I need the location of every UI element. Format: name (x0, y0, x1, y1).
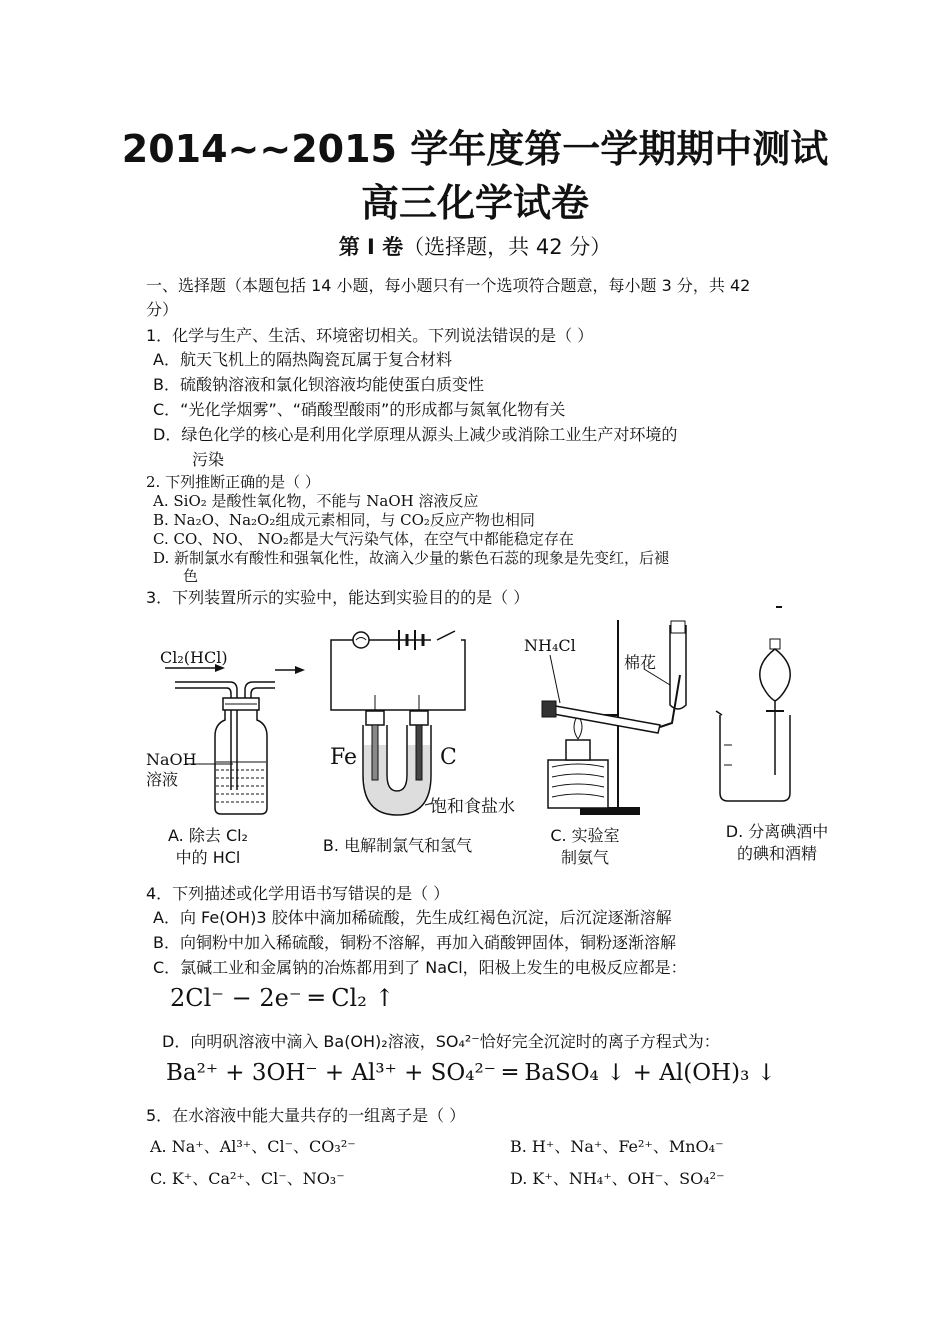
q4-option-c: C．氯碱工业和金属钠的冶炼都用到了 NaCl，阳极上发生的电极反应都是： (153, 958, 687, 977)
q1-option-c: C．“光化学烟雾”、“硝酸型酸雨”的形成都与氮氧化物有关 (153, 400, 566, 419)
q3-stem: 3．下列装置所示的实验中，能达到实验目的的是（ ） (146, 588, 530, 607)
q4-option-a: A．向 Fe(OH)3 胶体中滴加稀硫酸，先生成红褐色沉淀，后沉淀逐渐溶解 (153, 908, 672, 927)
apparatus-a-liquid-label1: NaOH (146, 750, 197, 769)
q1-option-a: A．航天飞机上的隔热陶瓷瓦属于复合材料 (153, 350, 452, 369)
apparatus-a-washing-bottle (145, 640, 305, 820)
q5-stem: 5．在水溶液中能大量共存的一组离子是（ ） (146, 1106, 466, 1125)
apparatus-d-caption1: D. 分离碘酒中 (725, 822, 829, 841)
apparatus-d-caption2: 的碘和酒精 (736, 844, 817, 863)
q5-option-b: B. H⁺、Na⁺、Fe²⁺、MnO₄⁻ (510, 1137, 724, 1156)
q2-option-c: C. CO、NO、 NO₂都是大气污染气体，在空气中都能稳定存在 (153, 530, 574, 548)
section-instructions-line2: 分） (146, 300, 179, 319)
apparatus-c-caption2: 制氨气 (560, 848, 609, 867)
q5-option-a: A. Na⁺、Al³⁺、Cl⁻、CO₃²⁻ (150, 1137, 356, 1156)
q2-option-a: A. SiO₂ 是酸性氧化物，不能与 NaOH 溶液反应 (153, 492, 479, 510)
q2-option-d-line1: D. 新制氯水有酸性和强氧化性，故滴入少量的紫色石蕊的现象是先变红，后褪 (153, 549, 670, 567)
apparatus-a-caption1: A. 除去 Cl₂ (168, 826, 248, 845)
q4-option-d: D．向明矾溶液中滴入 Ba(OH)₂溶液，SO₄²⁻恰好完全沉淀时的离子方程式为： (162, 1032, 720, 1051)
q1-option-b: B．硫酸钠溶液和氯化钡溶液均能使蛋白质变性 (153, 375, 484, 394)
apparatus-c-reagent-label: NH₄Cl (524, 636, 576, 655)
q5-option-c: C. K⁺、Ca²⁺、Cl⁻、NO₃⁻ (150, 1169, 345, 1188)
q4-stem: 4．下列描述或化学用语书写错误的是（ ） (146, 884, 450, 903)
q5-option-d: D. K⁺、NH₄⁺、OH⁻、SO₄²⁻ (510, 1169, 725, 1188)
exam-subtitle: 高三化学试卷 (360, 181, 589, 225)
q4-option-b: B．向铜粉中加入稀硫酸，铜粉不溶解，再加入硝酸钾固体，铜粉逐渐溶解 (153, 933, 676, 952)
apparatus-a-liquid-label2: 溶液 (146, 770, 179, 789)
apparatus-c-caption1: C. 实验室 (550, 826, 620, 845)
apparatus-b-fe-label: Fe (330, 745, 358, 770)
apparatus-b-c-label: C (440, 745, 457, 770)
apparatus-d-separatory-funnel (710, 605, 810, 815)
q4-option-d-equation: Ba²⁺ + 3OH⁻ + Al³⁺ + SO₄²⁻ ═ BaSO₄ ↓ + Al(OH)₃ ↓ (166, 1060, 776, 1086)
exam-title: 2014~~2015 学年度第一学期期中测试 (121, 127, 829, 171)
q2-option-d-line2: 色 (183, 567, 199, 585)
apparatus-c-cotton-label: 棉花 (624, 653, 657, 672)
q2-stem: 2. 下列推断正确的是（ ） (146, 473, 320, 491)
q2-option-b: B. Na₂O、Na₂O₂组成元素相同，与 CO₂反应产物也相同 (153, 511, 535, 529)
q4-option-c-equation: 2Cl⁻ − 2e⁻ ═ Cl₂ ↑ (170, 984, 395, 1012)
apparatus-a-gas-label: Cl₂(HCl) (160, 648, 228, 667)
section-instructions-line1: 一、选择题（本题包括 14 小题，每小题只有一个选项符合题意，每小题 3 分，共 42 (146, 276, 751, 295)
part-description: （选择题，共 42 分） (403, 235, 612, 259)
part-heading (0, 232, 950, 262)
q1-stem: 1．化学与生产、生活、环境密切相关。下列说法错误的是（ ） (146, 326, 594, 345)
apparatus-b-solution-label: 饱和食盐水 (430, 797, 515, 817)
q1-option-d-line1: D．绿色化学的核心是利用化学原理从源头上减少或消除工业生产对环境的 (153, 425, 678, 444)
apparatus-a-caption2: 中的 HCl (175, 848, 241, 867)
apparatus-b-caption: B. 电解制氯气和氢气 (322, 836, 473, 855)
part-label: 第 I 卷 (338, 235, 404, 259)
q1-option-d-line2: 污染 (192, 450, 225, 469)
